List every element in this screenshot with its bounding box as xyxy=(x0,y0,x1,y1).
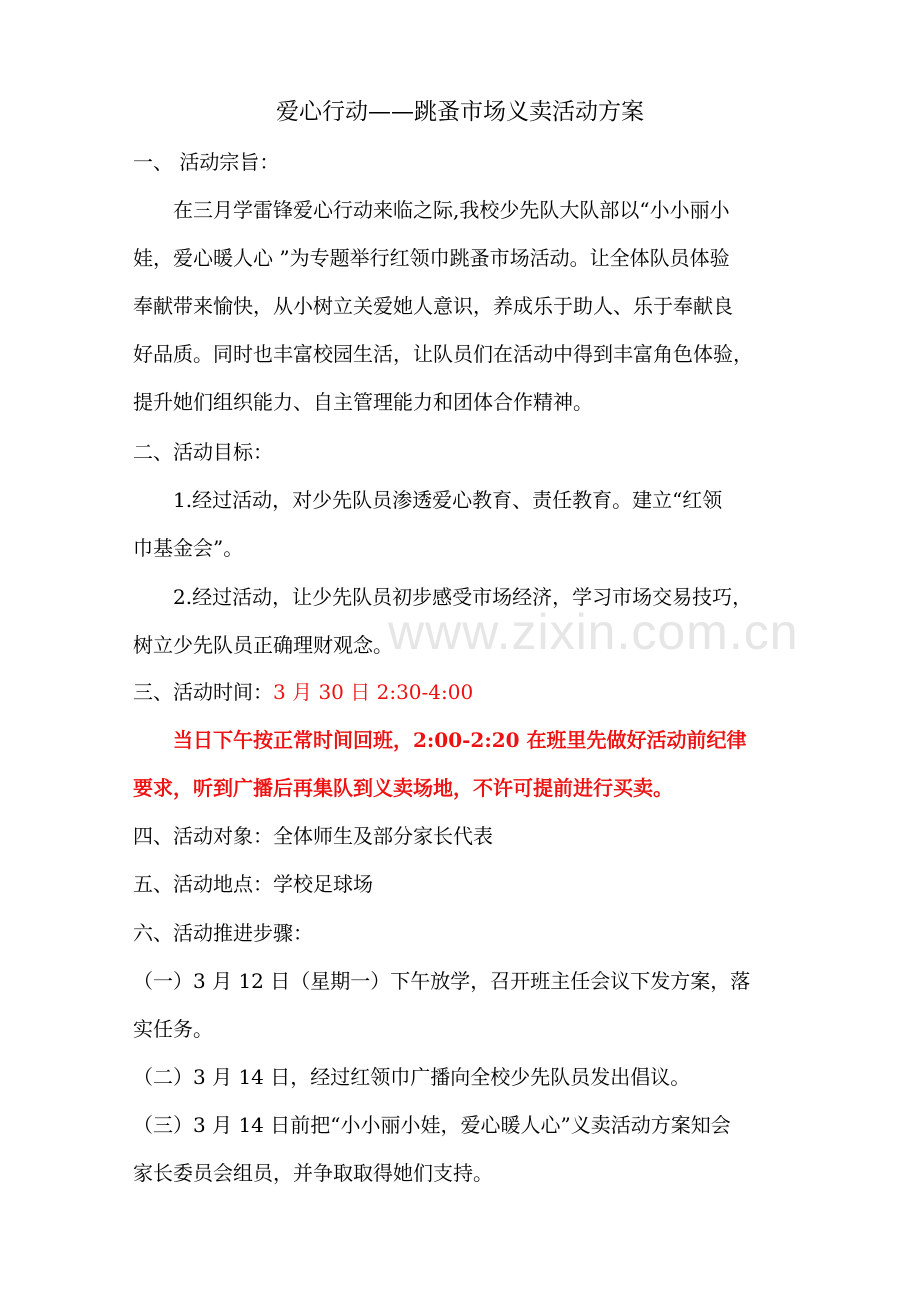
section-2-item-1-line: 巾基金会”。 xyxy=(133,536,244,560)
section-6-step-3-line: 家长委员会组员，并争取取得她们支持。 xyxy=(133,1161,493,1185)
document-title: 爱心行动——跳蚤市场义卖活动方案 xyxy=(276,99,644,125)
section-6-step-3-line: （三）3 月 14 日前把“小小丽小娃，爱心暖人心”义卖活动方案知会 xyxy=(133,1113,731,1137)
section-5-line: 五、活动地点：学校足球场 xyxy=(133,872,373,896)
section-6-step-1-line: （一）3 月 12 日（星期一）下午放学，召开班主任会议下发方案，落 xyxy=(133,969,751,993)
section-1-heading: 一、 活动宗旨： xyxy=(133,150,280,174)
activity-time: 3 月 30 日 2:30-4:00 xyxy=(273,680,474,704)
section-1-paragraph-line: 好品质。同时也丰富校园生活，让队员们在活动中得到丰富角色体验， xyxy=(133,342,753,366)
section-2-item-1-line: 1.经过活动，对少先队员渗透爱心教育、责任教育。建立“红领 xyxy=(173,488,723,512)
section-1-paragraph-line: 娃，爱心暖人心 ”为专题举行红领巾跳蚤市场活动。让全体队员体验 xyxy=(133,246,730,270)
section-6-step-2-line: （二）3 月 14 日，经过红领巾广播向全校少先队员发出倡议。 xyxy=(133,1065,691,1089)
section-2-heading: 二、活动目标： xyxy=(133,440,273,464)
section-1-paragraph-line: 奉献带来愉快，从小树立关爱她人意识，养成乐于助人、乐于奉献良 xyxy=(133,294,733,318)
section-2-item-2-line: 树立少先队员正确理财观念。 xyxy=(133,633,393,657)
section-1-paragraph-line: 提升她们组织能力、自主管理能力和团体合作精神。 xyxy=(133,390,593,414)
section-3-note-line: 当日下午按正常时间回班，2:00-2:20 在班里先做好活动前纪律 xyxy=(173,728,747,752)
section-1-paragraph-line: 在三月学雷锋爱心行动来临之际,我校少先队大队部以“小小丽小 xyxy=(173,198,730,222)
section-4-line: 四、活动对象：全体师生及部分家长代表 xyxy=(133,824,493,848)
section-6-heading: 六、活动推进步骤： xyxy=(133,921,313,945)
section-3-line xyxy=(133,668,793,716)
section-6-step-1-line: 实任务。 xyxy=(133,1017,213,1041)
watermark: www.zixin.com.cn xyxy=(388,604,799,660)
section-2-item-2-line: 2.经过活动，让少先队员初步感受市场经济，学习市场交易技巧， xyxy=(173,585,753,609)
section-3-note-line: 要求，听到广播后再集队到义卖场地，不许可提前进行买卖。 xyxy=(133,776,673,800)
section-3-heading: 三、活动时间： xyxy=(133,680,273,704)
